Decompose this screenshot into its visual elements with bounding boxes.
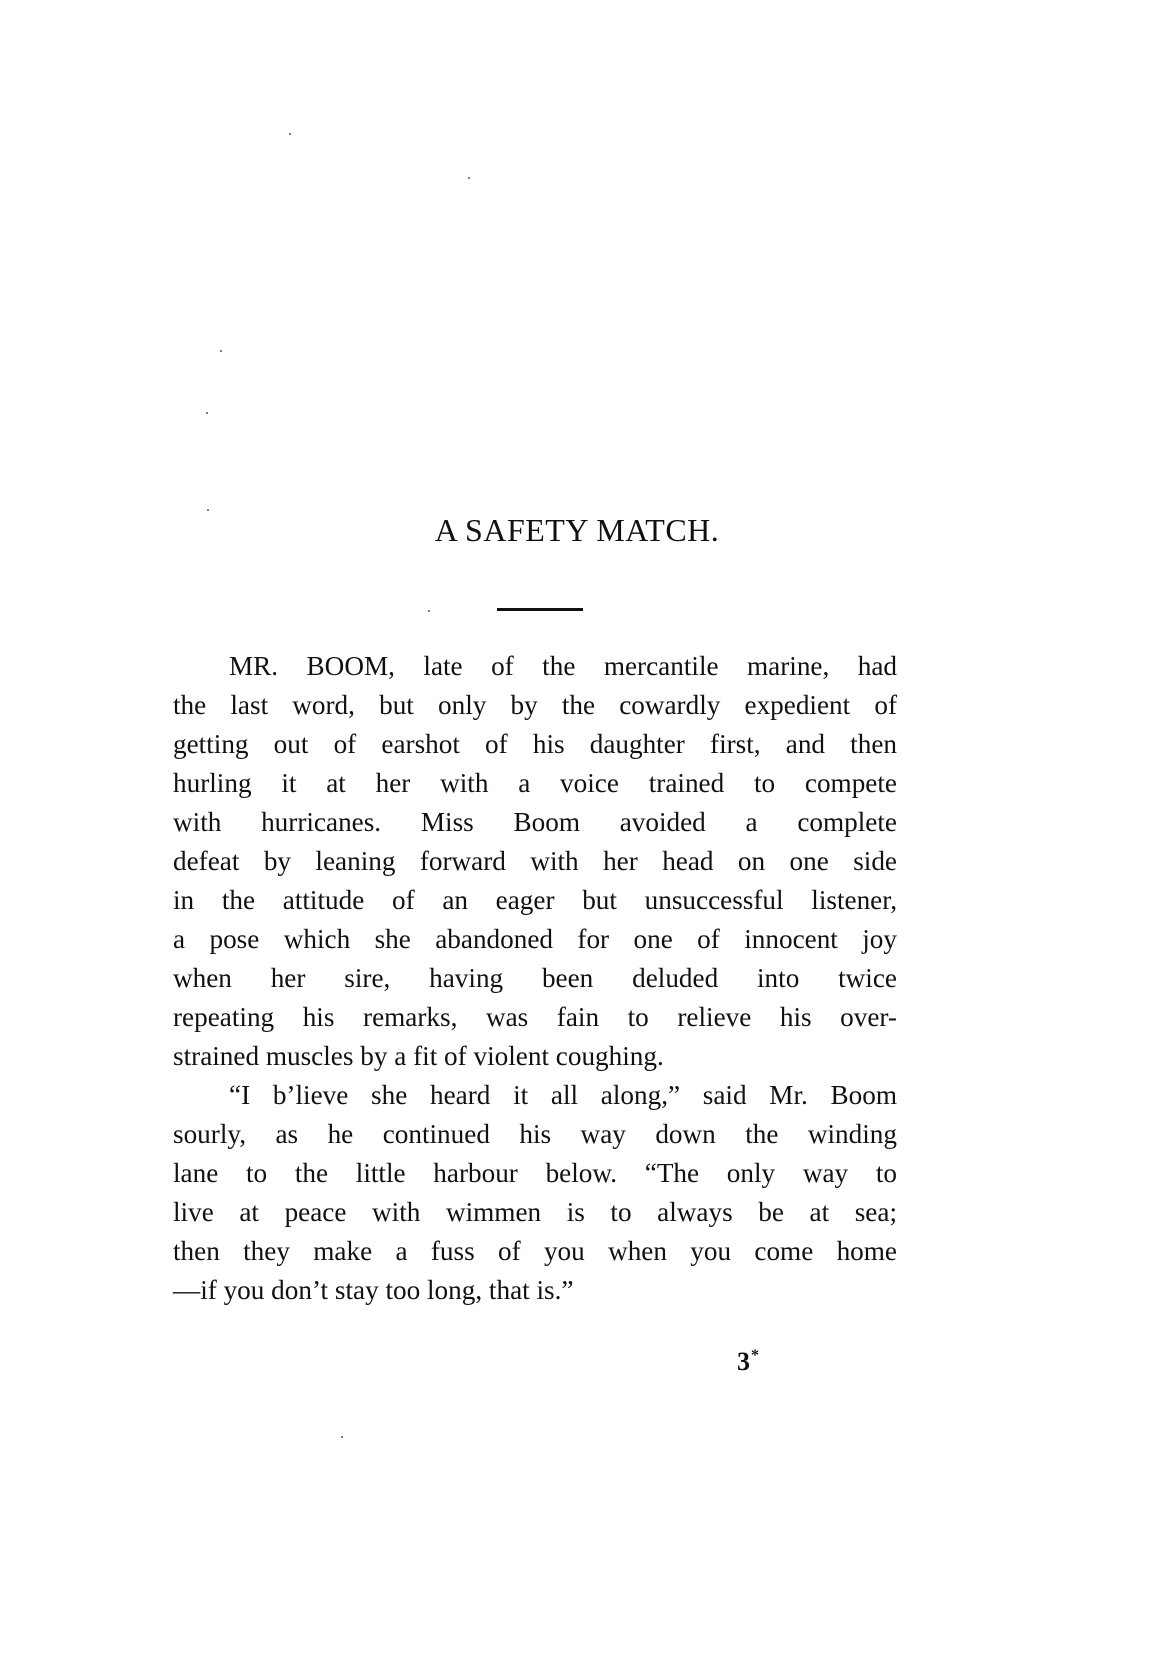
print-speck [220,350,222,352]
title-rule [497,608,583,611]
text-line: a pose which she abandoned for one of innocent joy [173,924,897,954]
text-line: then they make a fuss of you when you come home [173,1236,897,1266]
text-line: strained muscles by a fit of violent coughing. [173,1041,664,1071]
print-speck [468,177,470,179]
text-line: —if you don’t stay too long, that is.” [173,1275,574,1305]
text-line: lane to the little harbour below. “The only way to [173,1158,897,1188]
chapter-title: A SAFETY MATCH. [434,512,720,548]
print-speck [206,412,208,414]
text-line: hurling it at her with a voice trained to compete [173,768,897,798]
text-line: “I b’lieve she heard it all along,” said Mr. Boom [229,1080,897,1110]
text-line: sourly, as he continued his way down the winding [173,1119,897,1149]
text-line: with hurricanes. Miss Boom avoided a complete [173,807,897,837]
text-line: live at peace with wimmen is to always be at sea; [173,1197,897,1227]
text-line: the last word, but only by the cowardly expedient of [173,690,897,720]
text-line: defeat by leaning forward with her head on one side [173,846,897,876]
print-speck [428,610,430,612]
paragraph-1 [173,647,897,1076]
print-speck [289,133,291,135]
text-line: repeating his remarks, was fain to relieve his over- [173,1002,897,1032]
print-speck [207,509,209,511]
text-line: in the attitude of an eager but unsuccessful listener, [173,885,897,915]
print-speck [341,1436,343,1438]
text-line: when her sire, having been deluded into twice [173,963,897,993]
text-line: MR. BOOM, late of the mercantile marine, had [229,651,897,681]
signature-mark: 3* [737,1347,759,1376]
small-caps-name: MR. BOOM [229,651,389,681]
signature-star: * [751,1347,759,1365]
text-line: getting out of earshot of his daughter first, and then [173,729,897,759]
paragraph-2 [173,1076,897,1310]
